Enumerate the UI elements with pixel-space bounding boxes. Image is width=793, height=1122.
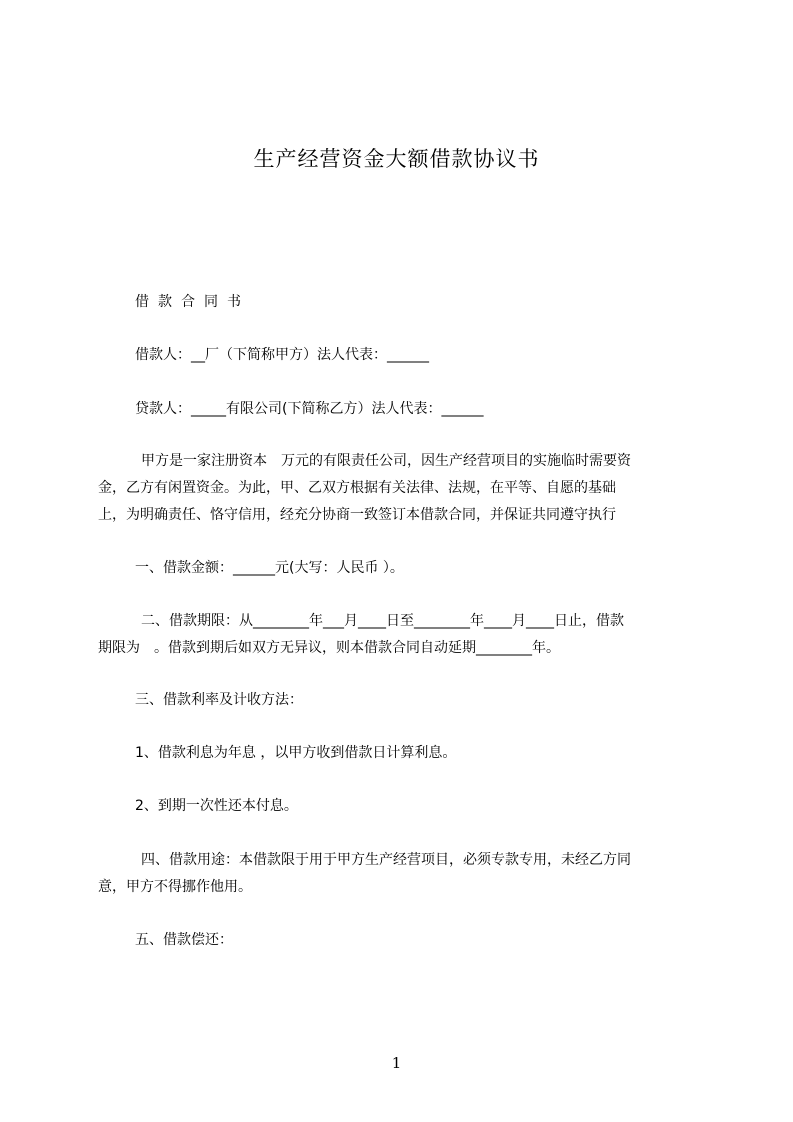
document-title: 生产经营资金大额借款协议书	[253, 147, 540, 171]
clause-1-amount: 一、借款金额：______元(大写：人民币 ）。	[135, 560, 404, 576]
clause-2-line-2: 期限为 。借款到期后如双方无异议，则本借款合同自动延期________年。	[98, 640, 560, 656]
intro-line-1: 甲方是一家注册资本 万元的有限责任公司，因生产经营项目的实施临时需要资	[141, 453, 631, 469]
contract-heading: 借款合同书	[135, 294, 250, 310]
clause-2-line-1: 二、借款期限：从________年___月____日至________年____月____日止，借款	[141, 613, 624, 629]
clause-4-line-2: 意，甲方不得挪作他用。	[98, 879, 252, 895]
clause-5-heading: 五、借款偿还：	[135, 932, 233, 948]
clause-4-line-1: 四、借款用途：本借款限于用于甲方生产经营项目，必须专款专用，未经乙方同	[141, 852, 631, 868]
clause-3-item-2: 2、到期一次性还本付息。	[135, 798, 298, 814]
clause-3-heading: 三、借款利率及计收方法：	[135, 692, 303, 708]
borrower-line: 借款人：__厂（下简称甲方）法人代表：______	[135, 347, 429, 363]
page-number: 1	[391, 1054, 402, 1072]
intro-line-3: 上，为明确责任、恪守信用，经充分协商一致签订本借款合同，并保证共同遵守执行	[98, 507, 616, 523]
intro-line-2: 金，乙方有闲置资金。为此，甲、乙双方根据有关法律、法规，在平等、自愿的基础	[98, 480, 616, 496]
clause-3-item-1: 1、借款利息为年息 ，以甲方收到借款日计算利息。	[135, 745, 457, 761]
lender-line: 贷款人：_____有限公司(下简称乙方）法人代表：______	[135, 401, 484, 417]
